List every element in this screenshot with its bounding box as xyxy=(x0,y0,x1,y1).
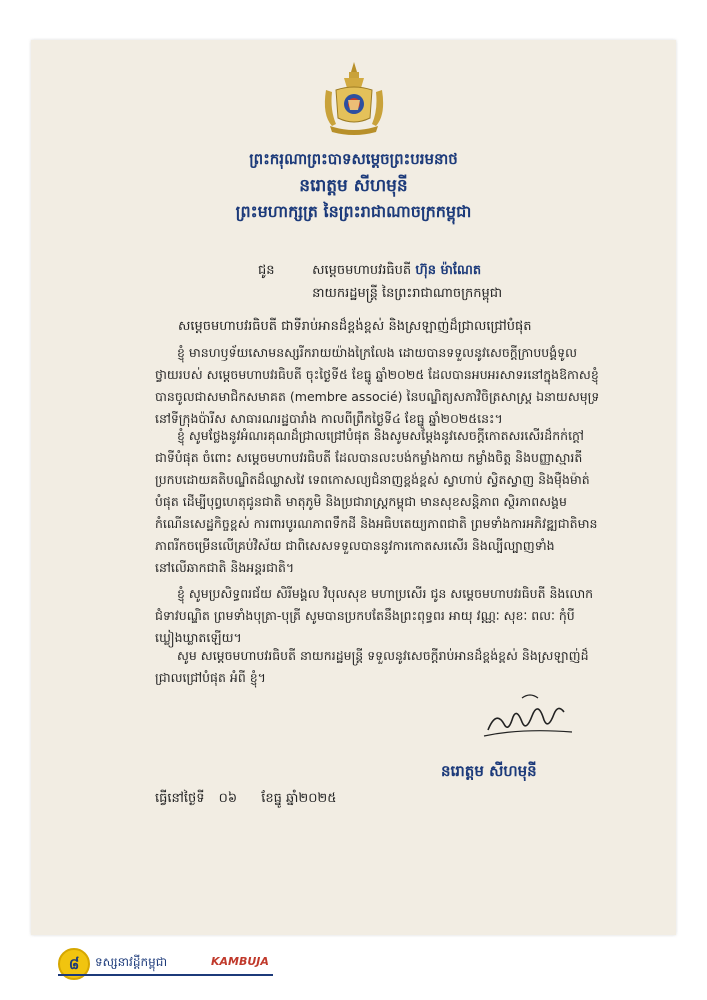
magazine-brand: KAMBUJA xyxy=(211,955,269,968)
body-paragraph: សូម សម្តេចមហាបវរធិបតី នាយករដ្ឋមន្ត្រី ទទួលនូវសេចក្តីរាប់អានដ៏ខ្ពង់ខ្ពស់ និងស្រឡាញ់ដ៏ជ្រាលជ្រៅបំផុត អំពី ខ្ញុំ។ xyxy=(155,648,589,685)
footer-rule xyxy=(58,974,273,976)
date-day: ០៦ xyxy=(218,791,238,806)
recipient-line xyxy=(258,262,481,281)
date-line xyxy=(155,790,336,809)
handwritten-signature xyxy=(482,690,578,738)
page-number: ៨ xyxy=(68,955,80,973)
body-paragraph: ខ្ញុំ មានហឫទ័យសោមនស្សរីករាយយ៉ាងក្រៃលែង ដោយបានទទួលនូវសេចក្តីក្រាបបង្គំទូលថ្វាយរបស់ សម្តេចមហាបវរធិបតី ចុះថ្ងៃទី៥ ខែធ្នូ ឆ្នាំ២០២៥ ដែលបានអបអរសាទរនៅក្នុងឱកាសខ្ញុំ បានចូលជាសមាជិកសមាគត (membre associé) នៃបណ្ឌិត្យសភាវិចិត្រសាស្ត្រ ឯនាយសមុទ្រ នៅទីក្រុងប៉ារីស សាធារណរដ្ឋបារាំង កាលពីព្រឹកថ្ងៃទី៤ ខែធ្នូ ឆ្នាំ២០២៥នេះ។ xyxy=(155,345,600,426)
recipient-name: ហ៊ុន ម៉ាណែត xyxy=(415,263,482,278)
salutation: សម្តេចមហាបវរធិបតី ជាទីរាប់អានដ៏ខ្ពង់ខ្ពស់ និងស្រឡាញ់ដ៏ជ្រាលជ្រៅបំផុត xyxy=(178,319,532,334)
royal-crest-emblem xyxy=(318,60,390,138)
body-paragraph: ខ្ញុំ សូមថ្លែងនូវអំណរគុណដ៏ជ្រាលជ្រៅបំផុត និងសូមសម្តែងនូវសេចក្តីកោតសរសើរដ៏កក់ក្តៅជាទីបំផុត ចំពោះ សម្តេចមហាបវរធិបតី ដែលបានលះបង់កម្លាំងកាយ កម្លាំងចិត្ត និងបញ្ញាស្មារតី ប្រកបដោយគតិបណ្ឌិតដ៏ឈ្លាសវៃ ទេពកោសល្យជំនាញខ្ពង់ខ្ពស់ ស្វាហាប់ ស្វិតស្វាញ និងម៉ឺងម៉ាត់បំផុត ដើម្បីបុព្វហេតុជូនជាតិ មាតុភូមិ និងប្រជារាស្ត្រកម្ពុជា មានសុខសន្តិភាព ស្ថិរភាពសង្គម កំណើនសេដ្ឋកិច្ចខ្ពស់ ការពារបូរណភាពទឹកដី និងអធិបតេយ្យភាពជាតិ ព្រមទាំងការអភិវឌ្ឍជាតិមានភាពរីកចម្រើនលើគ្រប់វិស័យ ជាពិសេសទទួលបាននូវការកោតសរសើរ និងល្បីល្បាញទាំងនៅលើឆាកជាតិ និងអន្តរជាតិ។ xyxy=(155,428,598,575)
signatory-name: នរោត្តម សីហមុនី xyxy=(441,762,537,780)
recipient-position-line xyxy=(258,285,502,304)
recipient-position: នាយករដ្ឋមន្ត្រី នៃព្រះរាជាណាចក្រកម្ពុជា xyxy=(312,286,503,301)
magazine-title: ទស្សនាវដ្តីកម្ពុជា xyxy=(95,955,168,969)
header-royal-title: ព្រះករុណាព្រះបាទសម្តេចព្រះបរមនាថ xyxy=(249,150,458,168)
to-label: ជូន xyxy=(258,263,275,278)
header-king-name: នរោត្តម សីហមុនី xyxy=(299,176,408,196)
recipient-title: សម្តេចមហាបវរធិបតី xyxy=(312,263,412,278)
body-paragraph: ខ្ញុំ សូមប្រសិទ្ធពរជ័យ សិរីមង្គល វិបុលសុខ មហាប្រសើរ ជូន សម្តេចមហាបវរធិបតី និងលោកជំទាវបណ្ឌិត ព្រមទាំងបុត្រា-បុត្រី សូមបានប្រកបតែនឹងព្រះពុទ្ធពរ អាយុ វណ្ណៈ សុខៈ ពលៈ កុំបីឃ្លៀងឃ្លាតឡើយ។ xyxy=(155,586,594,645)
date-month-year: ខែធ្នូ ឆ្នាំ២០២៥ xyxy=(261,791,337,806)
header-kingdom-title: ព្រះមហាក្សត្រ នៃព្រះរាជាណាចក្រកម្ពុជា xyxy=(235,202,472,221)
date-prefix: ធ្វើនៅថ្ងៃទី xyxy=(155,791,205,806)
